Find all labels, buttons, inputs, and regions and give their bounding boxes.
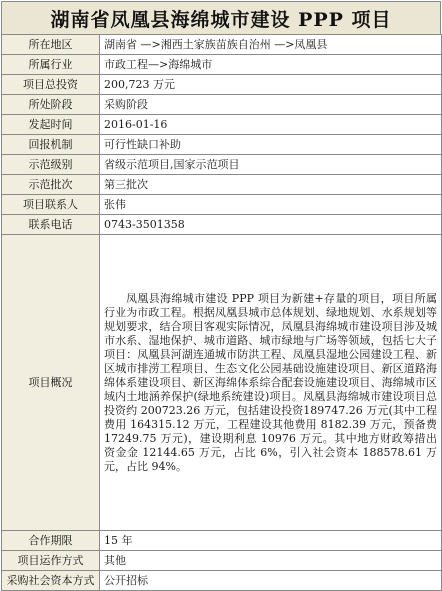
- table-row-overview: [2, 235, 442, 531]
- row-label: 回报机制: [2, 135, 100, 155]
- row-value: 2016-01-16: [100, 115, 442, 135]
- row-value: 市政工程—>海绵城市: [100, 55, 442, 75]
- row-label: 合作期限: [2, 531, 100, 551]
- row-label: 示范级别: [2, 155, 100, 175]
- row-label: 联系电话: [2, 215, 100, 235]
- table-row-operation-mode: [2, 551, 442, 571]
- page-title: 湖南省凤凰县海绵城市建设 PPP 项目: [50, 8, 392, 31]
- row-value: 张伟: [100, 195, 442, 215]
- table-row-total-investment: [2, 75, 442, 95]
- row-value: 湖南省 —>湘西土家族苗族自治州 —>凤凰县: [100, 35, 442, 55]
- row-label: 示范批次: [2, 175, 100, 195]
- row-value: 200,723 万元: [100, 75, 442, 95]
- project-overview-text: 凤凰县海绵城市建设 PPP 项目为新建+存量的项目，项目所属行业为市政工程。根据凤凰县城市总体规划、绿地规划、水系规划等规划要求，结合项目客观实际情况，凤凰县海绵城市建设项目涉及城市水系、湿地保护、城市道路、城市绿地与广场等领域，包括七大子项目：凤凰县河湖连通城市防洪工程、凤凰县湿地公园建设工程、新区城市排涝工程项目、生态文化公园基础设施建设项目、新区道路海绵体系建设项目、新区海绵体系综合配套设施建设项目、海绵城市区域内土地涵养保护(绿地系统建设)项目。凤凰县海绵城市建设项目总投资约 200723.26 万元，包括建设投资189747.26 万元(其中工程费用 164315.12 万元，工程建设其他费用 8182.39 万元，预备费 17249.75 万元)，建设期利息 10976 万元。其中地方财政筹措出资金金 12144.65 万元，占比 6%，引入社会资本 188578.61 万元，占比 94%。: [104, 291, 437, 473]
- row-label: 采购社会资本方式: [2, 571, 100, 591]
- row-label: 所处阶段: [2, 95, 100, 115]
- project-overview-cell: [100, 235, 442, 531]
- table-row-demo-batch: [2, 175, 442, 195]
- table-row-start-date: [2, 115, 442, 135]
- table-row-industry: [2, 55, 442, 75]
- table-row-cooperation-term: [2, 531, 442, 551]
- row-value: 15 年: [100, 531, 442, 551]
- table-row-contact-person: [2, 195, 442, 215]
- table-row-region: [2, 35, 442, 55]
- row-label: 项目总投资: [2, 75, 100, 95]
- title-bar: [1, 1, 441, 34]
- project-info-page: [1, 1, 441, 587]
- row-value: 0743-3501358: [100, 215, 442, 235]
- row-label: 项目联系人: [2, 195, 100, 215]
- table-row-procurement-method: [2, 571, 442, 591]
- row-label: 所属行业: [2, 55, 100, 75]
- row-label: 项目运作方式: [2, 551, 100, 571]
- table-row-return-mechanism: [2, 135, 442, 155]
- row-label: 发起时间: [2, 115, 100, 135]
- table-row-demo-level: [2, 155, 442, 175]
- row-label: 项目概况: [2, 235, 100, 531]
- row-value: 公开招标: [100, 571, 442, 591]
- table-row-stage: [2, 95, 442, 115]
- row-value: 省级示范项目,国家示范项目: [100, 155, 442, 175]
- row-value: 可行性缺口补助: [100, 135, 442, 155]
- row-value: 第三批次: [100, 175, 442, 195]
- row-label: 所在地区: [2, 35, 100, 55]
- table-row-contact-phone: [2, 215, 442, 235]
- row-value: 采购阶段: [100, 95, 442, 115]
- row-value: 其他: [100, 551, 442, 571]
- project-info-table: [1, 34, 442, 591]
